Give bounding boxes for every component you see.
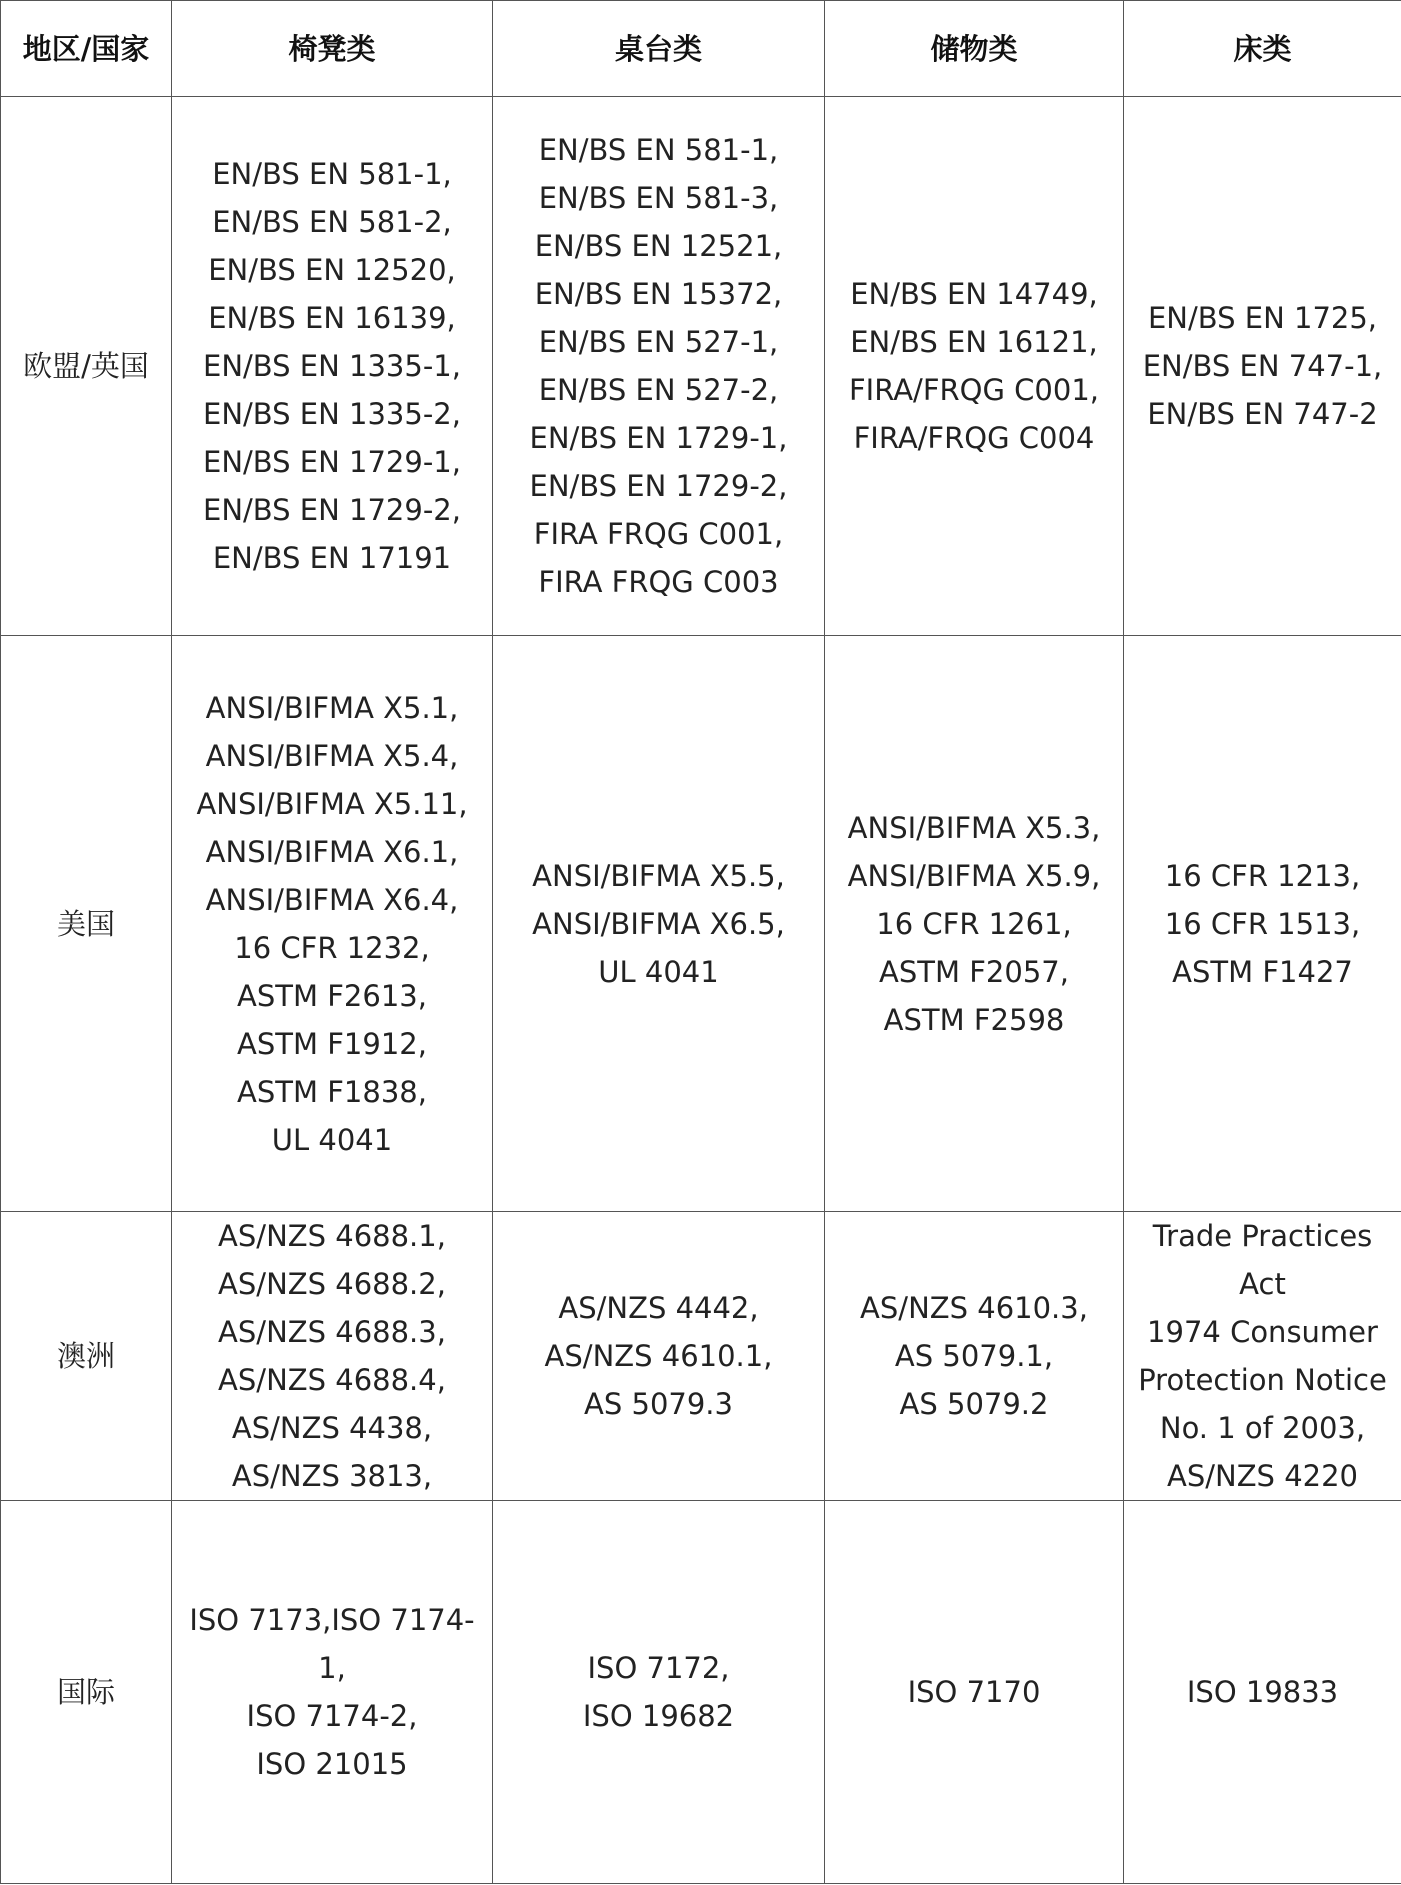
beds-standards-cell: EN/BS EN 1725, EN/BS EN 747-1, EN/BS EN 747-2 bbox=[1124, 97, 1401, 636]
header-seating: 椅凳类 bbox=[172, 1, 493, 97]
tables-standards-cell: ISO 7172, ISO 19682 bbox=[493, 1501, 825, 1884]
table-row-us bbox=[1, 636, 1401, 1212]
tables-standards-cell: EN/BS EN 581-1, EN/BS EN 581-3, EN/BS EN 12521, EN/BS EN 15372, EN/BS EN 527-1, EN/BS EN 527-2, EN/BS EN 1729-1, EN/BS EN 1729-2, FIRA FRQG C001, FIRA FRQG C003 bbox=[493, 97, 825, 636]
region-cell: 澳洲 bbox=[1, 1212, 172, 1501]
storage-standards-cell: AS/NZS 4610.3, AS 5079.1, AS 5079.2 bbox=[825, 1212, 1124, 1501]
region-cell: 欧盟/英国 bbox=[1, 97, 172, 636]
table-row-eu-uk bbox=[1, 97, 1401, 636]
beds-standards-cell: ISO 19833 bbox=[1124, 1501, 1401, 1884]
storage-standards-cell: ISO 7170 bbox=[825, 1501, 1124, 1884]
region-cell: 美国 bbox=[1, 636, 172, 1212]
header-region: 地区/国家 bbox=[1, 1, 172, 97]
header-row bbox=[1, 1, 1401, 97]
storage-standards-cell: EN/BS EN 14749, EN/BS EN 16121, FIRA/FRQG C001, FIRA/FRQG C004 bbox=[825, 97, 1124, 636]
region-cell: 国际 bbox=[1, 1501, 172, 1884]
tables-standards-cell: AS/NZS 4442, AS/NZS 4610.1, AS 5079.3 bbox=[493, 1212, 825, 1501]
table-row-australia bbox=[1, 1212, 1401, 1501]
header-tables: 桌台类 bbox=[493, 1, 825, 97]
seating-standards-cell: ANSI/BIFMA X5.1, ANSI/BIFMA X5.4, ANSI/BIFMA X5.11, ANSI/BIFMA X6.1, ANSI/BIFMA X6.4, 16 CFR 1232, ASTM F2613, ASTM F1912, ASTM F1838, UL 4041 bbox=[172, 636, 493, 1212]
seating-standards-cell: ISO 7173,ISO 7174-1, ISO 7174-2, ISO 21015 bbox=[172, 1501, 493, 1884]
storage-standards-cell: ANSI/BIFMA X5.3, ANSI/BIFMA X5.9, 16 CFR 1261, ASTM F2057, ASTM F2598 bbox=[825, 636, 1124, 1212]
beds-standards-cell: Trade Practices Act 1974 Consumer Protection Notice No. 1 of 2003, AS/NZS 4220 bbox=[1124, 1212, 1401, 1501]
header-beds: 床类 bbox=[1124, 1, 1401, 97]
table-row-international bbox=[1, 1501, 1401, 1884]
beds-standards-cell: 16 CFR 1213, 16 CFR 1513, ASTM F1427 bbox=[1124, 636, 1401, 1212]
seating-standards-cell: EN/BS EN 581-1, EN/BS EN 581-2, EN/BS EN 12520, EN/BS EN 16139, EN/BS EN 1335-1, EN/BS EN 1335-2, EN/BS EN 1729-1, EN/BS EN 1729-2, EN/BS EN 17191 bbox=[172, 97, 493, 636]
tables-standards-cell: ANSI/BIFMA X5.5, ANSI/BIFMA X6.5, UL 4041 bbox=[493, 636, 825, 1212]
seating-standards-cell: AS/NZS 4688.1, AS/NZS 4688.2, AS/NZS 4688.3, AS/NZS 4688.4, AS/NZS 4438, AS/NZS 3813, bbox=[172, 1212, 493, 1501]
header-storage: 储物类 bbox=[825, 1, 1124, 97]
